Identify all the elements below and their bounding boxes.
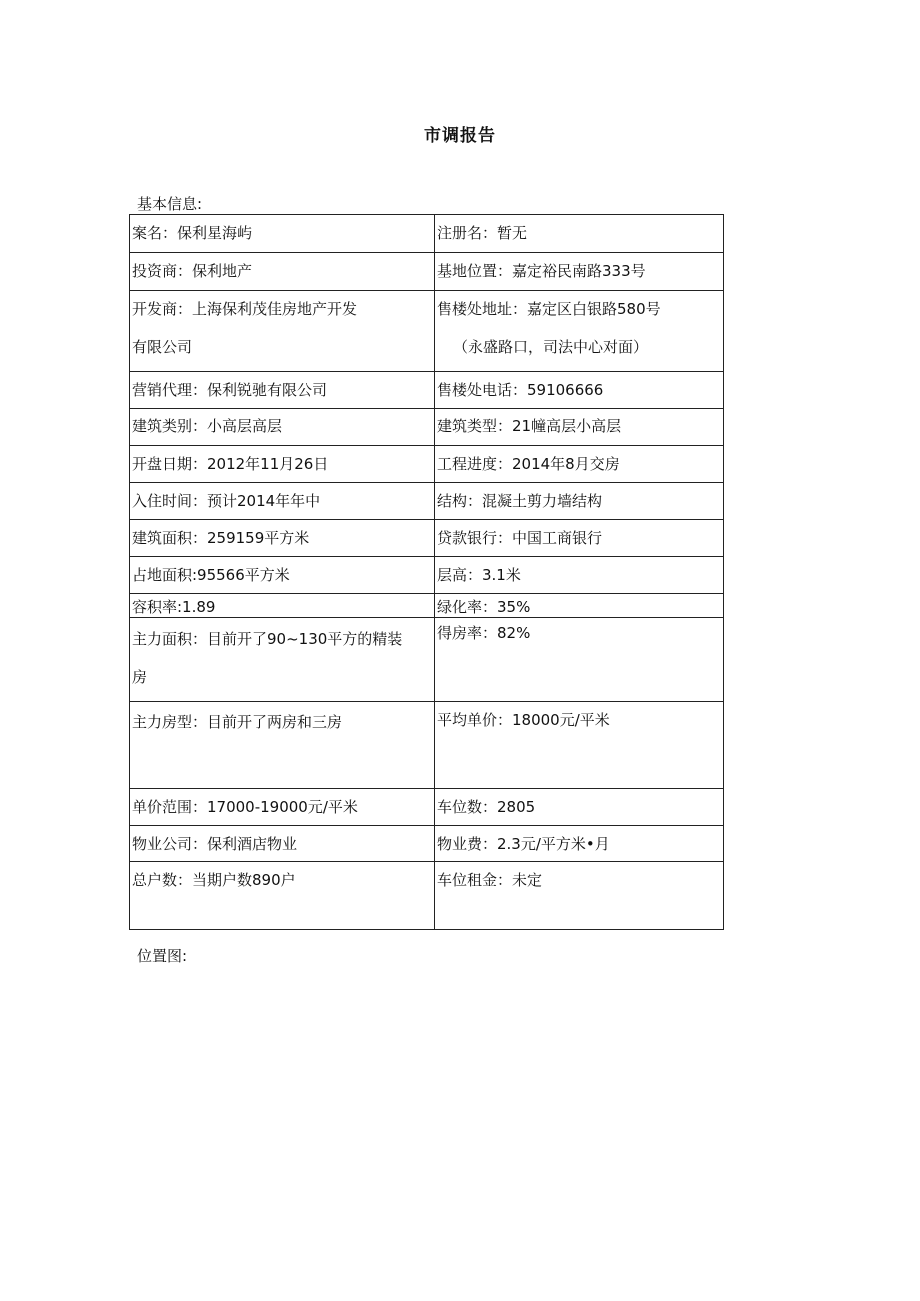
cell-text: 注册名：暂无 [437,224,528,242]
cell-text: 建筑面积：259159平方米 [132,529,310,547]
table-cell [435,215,724,253]
cell-text-continued: 有限公司 [132,338,193,356]
table-cell [130,291,435,372]
cell-text: 主力房型：目前开了两房和三房 [132,713,343,731]
cell-text: 售楼处地址：嘉定区白银路580号 [437,300,661,318]
cell-text: 层高：3.1米 [437,566,521,584]
table-cell [435,291,724,372]
table-row [130,253,724,291]
table-cell [435,789,724,826]
cell-text: 车位租金：未定 [437,871,543,889]
table-cell [435,702,724,789]
table-cell [130,215,435,253]
table-cell [130,372,435,409]
cell-text: 贷款银行：中国工商银行 [437,529,603,547]
table-row [130,862,724,930]
table-cell [130,789,435,826]
cell-text: 投资商：保利地产 [132,262,253,280]
table-row [130,372,724,409]
table-cell [435,557,724,594]
cell-text: 工程进度：2014年8月交房 [437,455,620,473]
cell-text: 主力面积：目前开了90~130平方的精装 [132,630,403,648]
table-cell [130,826,435,862]
table-cell [435,618,724,702]
cell-text: 基地位置：嘉定裕民南路333号 [437,262,646,280]
cell-text: 售楼处电话：59106666 [437,381,604,399]
table-cell [435,483,724,520]
table-cell [130,594,435,618]
cell-text: 开发商：上海保利茂佳房地产开发 [132,300,358,318]
cell-text: 开盘日期：2012年11月26日 [132,455,329,473]
cell-text: 物业公司：保利酒店物业 [132,835,298,853]
table-cell [130,702,435,789]
cell-text: 容积率:1.89 [132,598,216,616]
cell-text: 绿化率：35% [437,598,531,616]
table-cell [130,520,435,557]
table-row [130,483,724,520]
table-cell [130,446,435,483]
cell-text-continued: 房 [132,668,148,686]
table-cell [130,409,435,446]
section-label-basic-info: 基本信息: [137,195,203,213]
table-row [130,557,724,594]
cell-text: 建筑类型：21幢高层小高层 [437,417,622,435]
table-row [130,594,724,618]
cell-text: 占地面积:95566平方米 [132,566,290,584]
cell-text: 物业费：2.3元/平方米•月 [437,835,610,853]
table-cell [435,253,724,291]
table-row [130,409,724,446]
table-cell [435,520,724,557]
table-cell [435,826,724,862]
table-cell [130,557,435,594]
table-cell [130,253,435,291]
table-row [130,618,724,702]
cell-text: 车位数：2805 [437,798,536,816]
table-cell [435,409,724,446]
table-row [130,215,724,253]
cell-text: 案名：保利星海屿 [132,224,253,242]
table-row [130,520,724,557]
cell-text: 建筑类别：小高层高层 [132,417,283,435]
table-cell [130,862,435,930]
table-row [130,702,724,789]
table-cell [130,483,435,520]
table-row [130,826,724,862]
cell-text: 结构：混凝土剪力墙结构 [437,492,603,510]
table-cell [435,372,724,409]
page-title: 市调报告 [424,126,496,146]
cell-text: 单价范围：17000-19000元/平米 [132,798,358,816]
cell-text: 入住时间：预计2014年年中 [132,492,321,510]
table-row [130,291,724,372]
table-cell [435,446,724,483]
cell-text: 营销代理：保利锐驰有限公司 [132,381,328,399]
cell-text: 总户数：当期户数890户 [132,871,296,889]
table-cell [130,618,435,702]
cell-text: 得房率：82% [437,624,531,642]
table-row [130,446,724,483]
cell-text: 平均单价：18000元/平米 [437,711,610,729]
basic-info-table [129,214,724,930]
section-label-location-map: 位置图: [137,947,188,965]
table-cell [435,862,724,930]
table-cell [435,594,724,618]
cell-text-continued: （永盛路口，司法中心对面） [453,338,649,356]
table-row [130,789,724,826]
